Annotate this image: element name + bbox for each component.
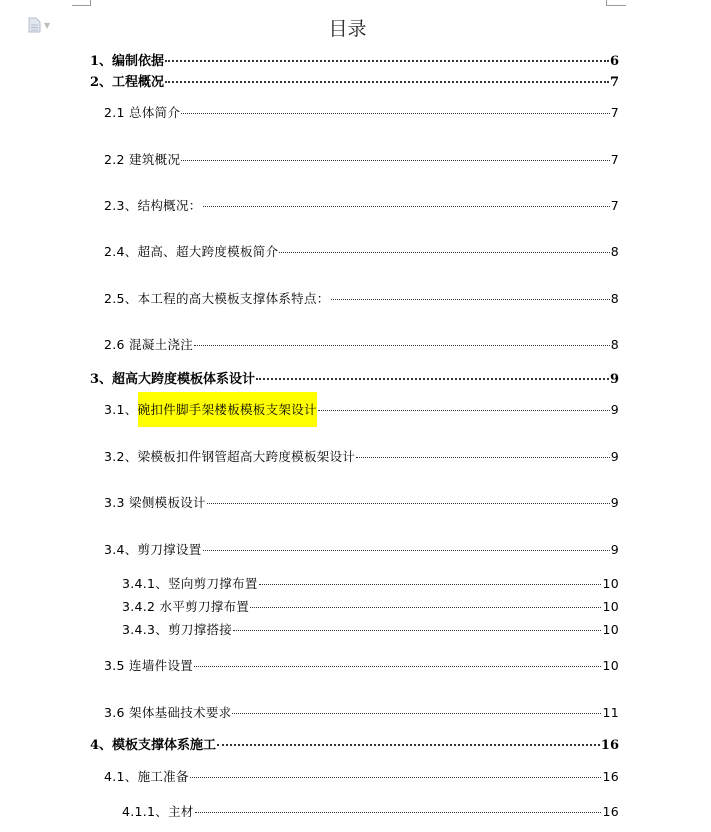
- toc-leader: [165, 81, 609, 83]
- toc-entry-page: 7: [610, 152, 619, 167]
- toc-entry-label: 3.5 连墙件设置: [104, 658, 194, 673]
- toc-entry-label: 1、编制依据: [90, 54, 165, 69]
- toc-entry-label: 3.3 梁侧模板设计: [104, 495, 206, 510]
- toc-entry-label: [104, 400, 317, 418]
- toc-entry-label: 3.4.2 水平剪刀撑布置: [122, 599, 250, 614]
- toc-entry-label: 3.4.1、竖向剪刀撑布置: [122, 576, 258, 591]
- toc-entry-label: 2.3、结构概况：: [104, 198, 202, 213]
- highlighted-text: 碗扣件脚手架楼板模板支架设计: [138, 392, 317, 427]
- toc-entry-label: 3、超高大跨度模板体系设计: [90, 372, 256, 387]
- toc-entry-label: 3.4.3、剪刀撑搭接: [122, 622, 233, 637]
- toc-entry[interactable]: [104, 767, 619, 785]
- toc-entry[interactable]: [104, 656, 619, 674]
- toc-entry-label: 3.2、梁模板扣件钢管超高大跨度模板架设计: [104, 449, 356, 464]
- toc-entry-page: 11: [602, 705, 619, 720]
- toc-leader: [181, 160, 609, 161]
- toc-entry-page: 8: [610, 244, 619, 259]
- toc-leader: [194, 666, 601, 667]
- toc-entry-page: 9: [609, 372, 619, 387]
- toc-entry[interactable]: [104, 400, 619, 418]
- toc-entry-page: 7: [609, 75, 619, 90]
- toc-entry-page: 16: [600, 738, 619, 753]
- toc-entry-page: 6: [609, 54, 619, 69]
- toc-leader: [203, 550, 610, 551]
- toc-entry-label: 2.4、超高、超大跨度模板简介: [104, 244, 279, 259]
- toc-leader: [233, 630, 601, 631]
- toc-leader: [195, 812, 602, 813]
- crop-mark: [90, 0, 91, 6]
- toc-leader: [217, 744, 600, 746]
- toc-entry-page: 9: [610, 542, 619, 557]
- toc-entry[interactable]: [104, 540, 619, 558]
- toc-leader: [232, 713, 601, 714]
- toc-entry[interactable]: [104, 493, 619, 511]
- crop-mark: [606, 5, 626, 6]
- toc-entry[interactable]: [122, 620, 619, 638]
- toc-entry-page: 16: [602, 804, 619, 819]
- toc-leader: [165, 60, 609, 62]
- toc-entry-page: 7: [610, 105, 619, 120]
- toc-entry-page: 10: [602, 599, 619, 614]
- toc-leader: [256, 378, 609, 380]
- toc-entry[interactable]: [104, 289, 619, 307]
- toc-entry-label: 4.1.1、主材: [122, 804, 194, 819]
- toc-entry-page: 16: [602, 769, 619, 784]
- toc-entry-label: 2.6 混凝土浇注: [104, 337, 194, 352]
- toc-entry[interactable]: [122, 574, 619, 592]
- toc-entry[interactable]: [104, 196, 619, 214]
- crop-mark: [72, 5, 90, 6]
- toc-leader: [203, 206, 610, 207]
- toc-entry[interactable]: [122, 597, 619, 615]
- toc-entry-label: 2、工程概况: [90, 75, 165, 90]
- toc-entry-page: 10: [602, 576, 619, 591]
- toc-leader: [318, 410, 610, 411]
- toc-entry-label: 3.4、剪刀撑设置: [104, 542, 202, 557]
- toc-entry-page: 10: [602, 622, 619, 637]
- toc-entry[interactable]: [90, 368, 619, 387]
- toc-entry-page: 10: [602, 658, 619, 673]
- toc-leader: [279, 252, 609, 253]
- toc-entry-label: 4、模板支撑体系施工: [90, 738, 217, 753]
- toc-entry-page: 7: [610, 198, 619, 213]
- toc-entry-label: 3.6 架体基础技术要求: [104, 705, 232, 720]
- toc-entry[interactable]: [104, 703, 619, 721]
- toc-entry[interactable]: [90, 50, 619, 69]
- toc-leader: [207, 503, 610, 504]
- toc-entry-page: 9: [610, 449, 619, 464]
- toc-entry[interactable]: [104, 103, 619, 121]
- toc-leader: [259, 584, 602, 585]
- toc-leader: [190, 777, 602, 778]
- toc-entry-page: 8: [610, 291, 619, 306]
- toc-entry[interactable]: [104, 447, 619, 465]
- toc-leader: [250, 607, 601, 608]
- toc-entry-page: 9: [610, 495, 619, 510]
- toc-entry[interactable]: [104, 335, 619, 353]
- toc-entry-page: 8: [610, 337, 619, 352]
- toc-entry-label: 4.1、施工准备: [104, 769, 189, 784]
- chevron-down-icon: ▼: [44, 20, 51, 30]
- toc-entry-label: 2.2 建筑概况: [104, 152, 181, 167]
- toc-entry-page: 9: [610, 402, 619, 417]
- toc-leader: [194, 345, 610, 346]
- toc-leader: [331, 299, 610, 300]
- toc-entry-label: 2.1 总体简介: [104, 105, 181, 120]
- toc-entry-number: 3.1、: [104, 402, 138, 417]
- toc-leader: [356, 457, 610, 458]
- toc-entry[interactable]: [104, 150, 619, 168]
- toc-entry[interactable]: [104, 242, 619, 260]
- toc-leader: [181, 113, 609, 114]
- toc-entry[interactable]: [90, 71, 619, 90]
- toc-entry-label: 2.5、本工程的高大模板支撑体系特点：: [104, 291, 330, 306]
- toc-entry[interactable]: [90, 734, 619, 753]
- toc-entry[interactable]: [122, 802, 619, 820]
- toc-title: 目录: [328, 18, 367, 40]
